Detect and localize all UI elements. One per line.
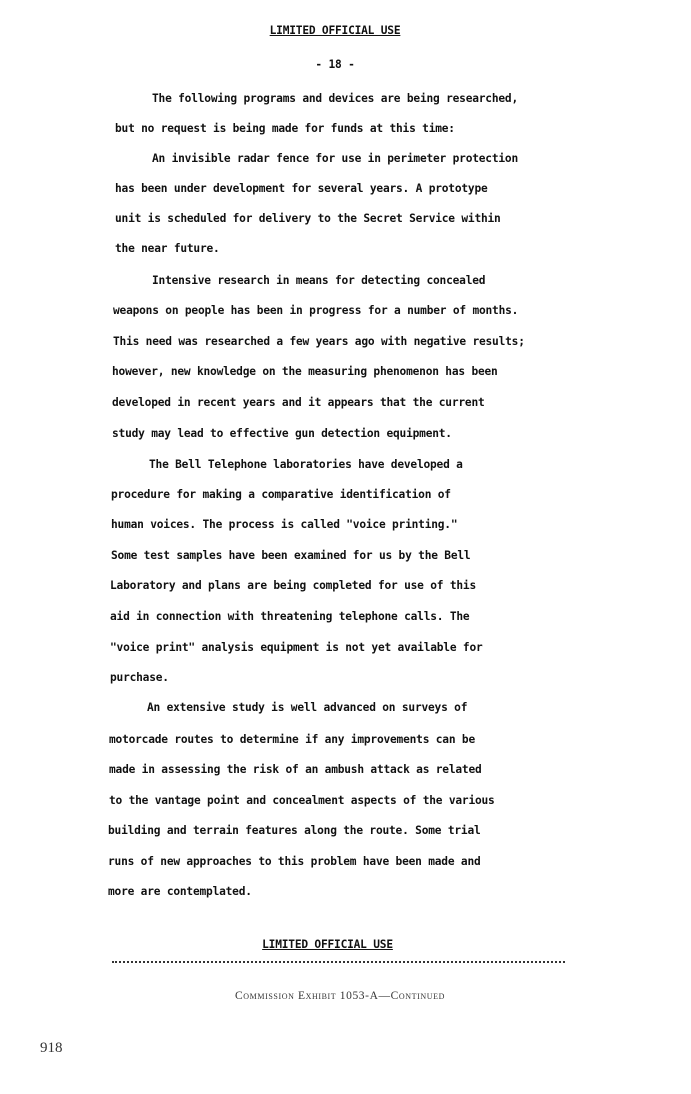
text-line: aid in connection with threatening telephone calls. The bbox=[110, 610, 470, 623]
footer-divider bbox=[112, 961, 565, 963]
text-line: The following programs and devices are being researched, bbox=[152, 92, 518, 105]
text-line: more are contemplated. bbox=[108, 885, 252, 898]
page-footer-classification: LIMITED OFFICIAL USE bbox=[262, 938, 393, 951]
text-line: study may lead to effective gun detection equipment. bbox=[112, 427, 452, 440]
text-line: however, new knowledge on the measuring phenomenon has been bbox=[112, 365, 498, 378]
text-line: Some test samples have been examined for us by the Bell bbox=[111, 549, 471, 562]
text-line: has been under development for several years. A prototype bbox=[115, 182, 488, 195]
page-marker: - 18 - bbox=[315, 58, 355, 71]
text-line: but no request is being made for funds at this time: bbox=[115, 122, 455, 135]
text-line: developed in recent years and it appears that the current bbox=[112, 396, 485, 409]
text-line: to the vantage point and concealment aspects of the various bbox=[109, 794, 495, 807]
text-line: An invisible radar fence for use in perimeter protection bbox=[152, 152, 518, 165]
text-line: The Bell Telephone laboratories have developed a bbox=[149, 458, 463, 471]
text-line: the near future. bbox=[115, 242, 220, 255]
text-line: human voices. The process is called "voice printing." bbox=[111, 518, 458, 531]
text-line: An extensive study is well advanced on surveys of bbox=[147, 701, 468, 714]
text-line: procedure for making a comparative identification of bbox=[111, 488, 451, 501]
text-line: unit is scheduled for delivery to the Secret Service within bbox=[115, 212, 501, 225]
text-line: purchase. bbox=[110, 671, 169, 684]
text-line: Intensive research in means for detecting concealed bbox=[152, 274, 486, 287]
text-line: made in assessing the risk of an ambush attack as related bbox=[109, 763, 482, 776]
text-line: building and terrain features along the route. Some trial bbox=[108, 824, 481, 837]
exhibit-caption: Commission Exhibit 1053-A—Continued bbox=[235, 990, 445, 1002]
text-line: motorcade routes to determine if any improvements can be bbox=[109, 733, 475, 746]
text-line: This need was researched a few years ago with negative results; bbox=[113, 335, 525, 348]
text-line: "voice print" analysis equipment is not yet available for bbox=[110, 641, 483, 654]
page-header-classification: LIMITED OFFICIAL USE bbox=[269, 24, 401, 37]
text-line: weapons on people has been in progress for a number of months. bbox=[113, 304, 519, 317]
page-folio: 918 bbox=[40, 1040, 63, 1056]
text-line: runs of new approaches to this problem have been made and bbox=[108, 855, 481, 868]
text-line: Laboratory and plans are being completed for use of this bbox=[110, 579, 476, 592]
